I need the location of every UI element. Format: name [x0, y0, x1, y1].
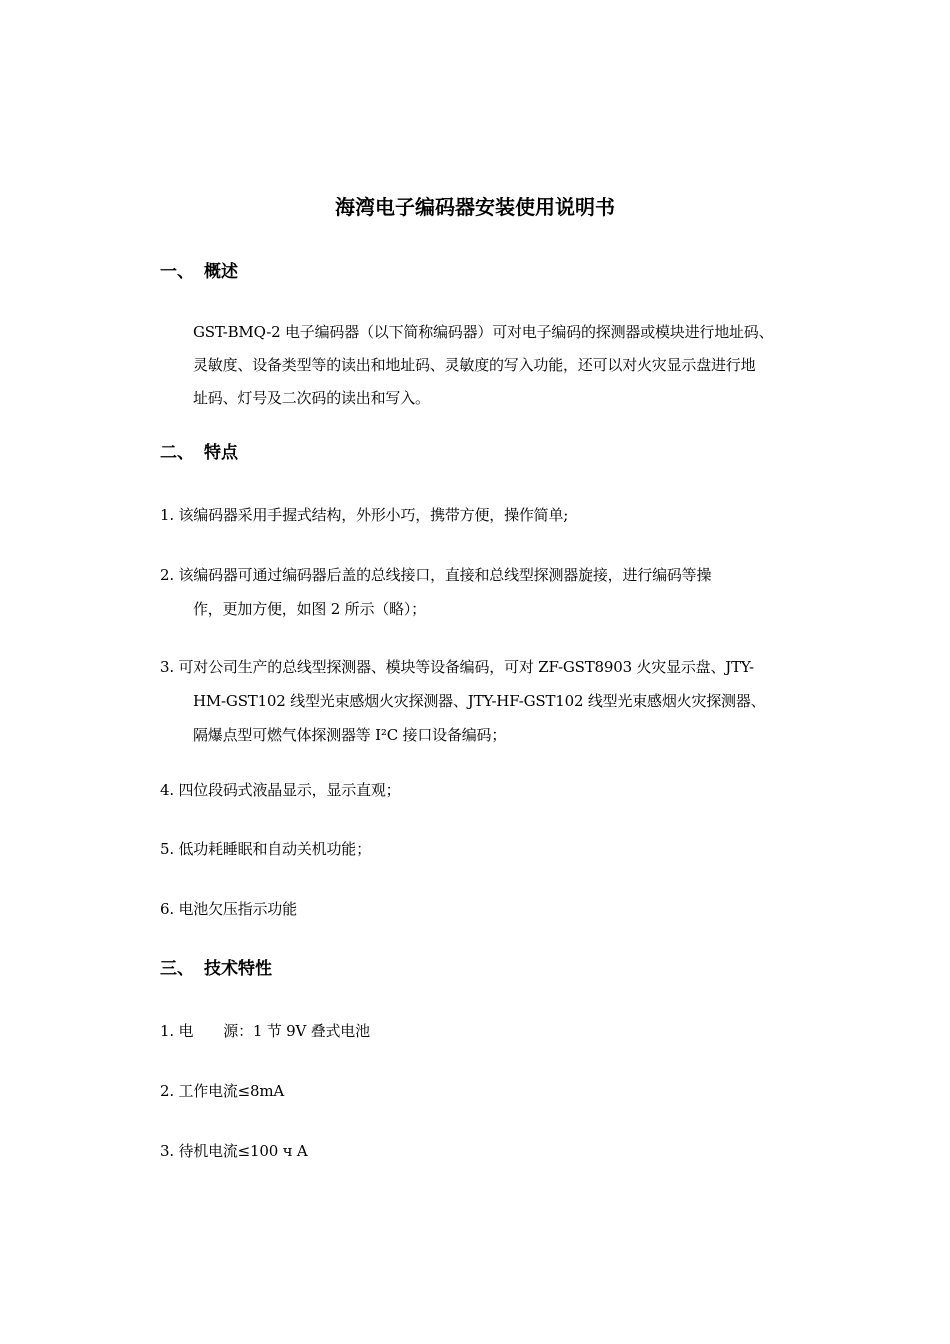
section-number: 一、	[160, 262, 194, 282]
paragraph-line: 灵敏度、设备类型等的读出和地址码、灵敏度的写入功能，还可以对火灾显示盘进行地	[193, 356, 756, 374]
section-heading-features	[160, 441, 238, 465]
paragraph-line: 址码、灯号及二次码的读出和写入。	[193, 389, 430, 407]
feature-item-2	[160, 558, 790, 626]
item-line: HM-GST102 线型光束感烟火灾探测器、JTY-HF-GST102 线型光束感烟火灾探测器、	[193, 692, 766, 710]
section-heading-overview	[160, 260, 238, 284]
item-line: 2. 该编码器可通过编码器后盖的总线接口，直接和总线型探测器旋接，进行编码等操	[160, 566, 712, 584]
section-title: 概述	[204, 262, 238, 282]
spec-item-power	[160, 1014, 790, 1048]
item-line: 3. 可对公司生产的总线型探测器、模块等设备编码，可对 ZF-GST8903 火灾显示盘、JTY-	[160, 658, 754, 676]
section-title: 技术特性	[204, 959, 272, 979]
feature-item-6	[160, 892, 790, 926]
item-line: 2. 工作电流≤8mA	[160, 1082, 285, 1100]
spec-label: 1. 电	[160, 1022, 194, 1040]
spec-item-working-current	[160, 1074, 790, 1108]
section-title: 特点	[204, 443, 238, 463]
item-line: 隔爆点型可燃气体探测器等 I²C 接口设备编码；	[193, 726, 507, 744]
section-heading-specs	[160, 957, 272, 981]
item-line: 4. 四位段码式液晶显示，显示直观；	[160, 781, 401, 799]
feature-item-4	[160, 773, 790, 807]
item-line: 3. 待机电流≤100 ч A	[160, 1142, 308, 1160]
section-number: 二、	[160, 443, 194, 463]
spec-value: 源：1 节 9V 叠式电池	[223, 1022, 370, 1040]
section-number: 三、	[160, 959, 194, 979]
item-line: 1. 该编码器采用手握式结构，外形小巧，携带方便，操作简单;	[160, 506, 569, 524]
item-line: 作，更加方便，如图 2 所示（略）；	[193, 600, 426, 618]
item-line: 6. 电池欠压指示功能	[160, 900, 297, 918]
item-line: 5. 低功耗睡眠和自动关机功能；	[160, 840, 371, 858]
feature-item-3	[160, 650, 790, 752]
feature-item-1	[160, 498, 790, 532]
page-title: 海湾电子编码器安装使用说明书	[335, 195, 615, 219]
feature-item-5	[160, 832, 790, 866]
overview-paragraph	[193, 316, 793, 415]
paragraph-line: GST-BMQ-2 电子编码器（以下简称编码器）可对电子编码的探测器或模块进行地址码、	[193, 323, 774, 341]
spec-item-standby-current	[160, 1134, 790, 1168]
